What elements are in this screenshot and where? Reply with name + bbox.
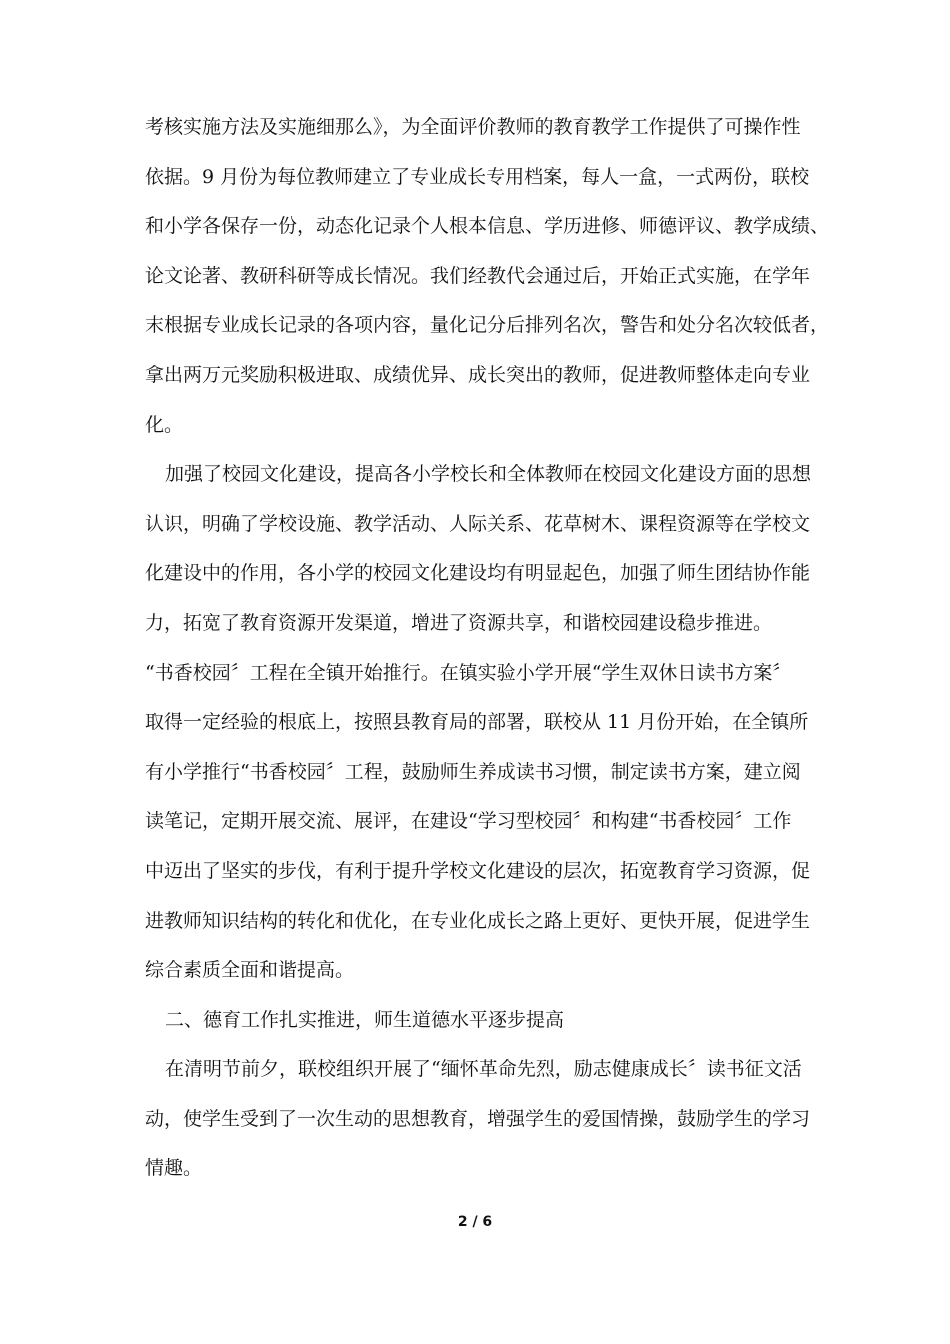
text-line: 在清明节前夕，联校组织开展了“缅怀革命先烈，励志健康成长〞读书征文活 xyxy=(165,1058,802,1081)
text-line: 考核实施方法及实施细那么》，为全面评价教师的教育教学工作提供了可操作性 xyxy=(145,116,801,138)
text-line: 认识，明确了学校设施、教学活动、人际关系、花草树木、课程资源等在学校文 xyxy=(145,512,811,535)
text-line: 论文论著、教研科研等成长情况。我们经教代会通过后，开始正式实施，在学年 xyxy=(145,264,811,287)
text-line: 取得一定经验的根底上，按照县教育局的部署，联校从 11 月份开始，在全镇所 xyxy=(145,711,809,734)
text-line: 依据。9 月份为每位教师建立了专业成长专用档案，每人一盒，一式两份，联校 xyxy=(145,165,810,188)
text-line: 化。 xyxy=(145,413,184,436)
text-line: 化建设中的作用，各小学的校园文化建设均有明显起色，加强了师生团结协作能 xyxy=(145,562,811,585)
text-line: 有小学推行“书香校园〞工程，鼓励师生养成读书习惯，制定读书方案，建立阅 xyxy=(145,760,801,783)
text-line: 综合素质全面和谐提高。 xyxy=(145,959,355,982)
body-text xyxy=(145,103,830,1194)
text-line: 和小学各保存一份，动态化记录个人根本信息、学历进修、师德评议、教学成绩、 xyxy=(145,215,830,238)
text-line: “书香校园〞工程在全镇开始推行。在镇实验小学开展“学生双休日读书方案〞 xyxy=(145,661,792,684)
text-line: 加强了校园文化建设，提高各小学校长和全体教师在校园文化建设方面的思想 xyxy=(165,463,812,486)
text-line: 拿出两万元奖励积极进取、成绩优异、成长突出的教师，促进教师整体走向专业 xyxy=(145,363,811,386)
text-line: 力，拓宽了教育资源开发渠道，增进了资源共享，和谐校园建设稳步推进。 xyxy=(145,611,773,634)
text-line: 进教师知识结构的转化和优化，在专业化成长之路上更好、更快开展，促进学生 xyxy=(145,909,811,932)
text-line: 动，使学生受到了一次生动的思想教育，增强学生的爱国情操，鼓励学生的学习 xyxy=(145,1107,811,1130)
page-number: 2 / 6 xyxy=(457,1214,493,1230)
text-line: 读笔记，定期开展交流、展评，在建设“学习型校园〞和构建“书香校园〞工作 xyxy=(145,810,792,833)
text-line: 二、德育工作扎实推进，师生道德水平逐步提高 xyxy=(165,1008,565,1031)
text-line: 末根据专业成长记录的各项内容，量化记分后排列名次，警告和处分名次较低者， xyxy=(145,314,830,337)
text-line: 中迈出了坚实的步伐，有利于提升学校文化建设的层次，拓宽教育学习资源，促 xyxy=(145,859,811,882)
text-line: 情趣。 xyxy=(145,1157,203,1180)
